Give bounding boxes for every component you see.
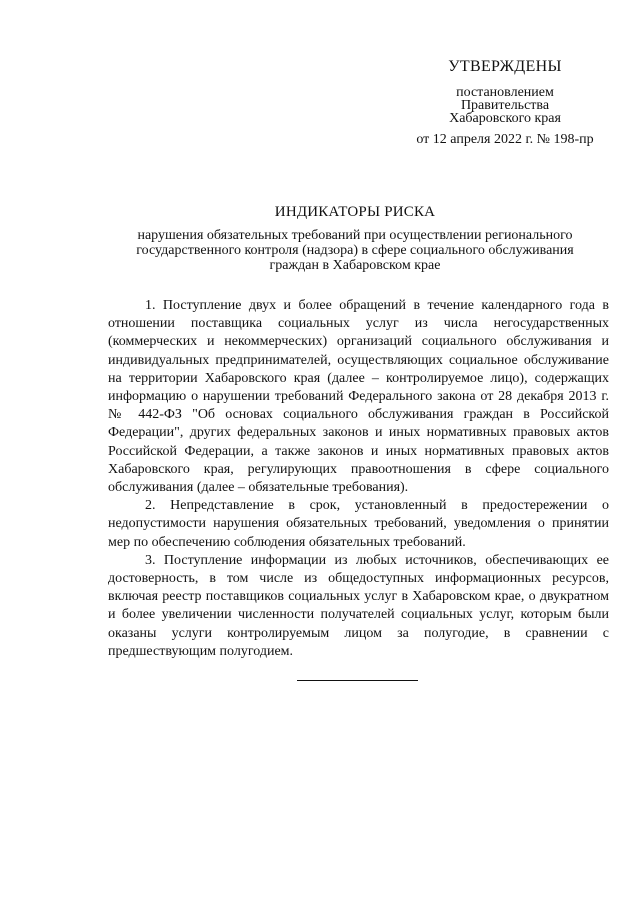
approval-line-resolution: постановлением (456, 85, 554, 100)
closing-divider (297, 680, 418, 681)
approval-line-government: Правительства (460, 98, 550, 113)
document-body (108, 297, 609, 661)
paragraph-3: 3. Поступление информации из любых источников, обеспечивающих ее достоверность, в том числе из общедоступных информационных ресурсов, включая реестр поставщиков социальных услуг в Хабаровском крае, о двукратном и более увеличении численности получателей социальных услуг, которым были оказаны услуги контролируемым лицом за полугодие, в сравнении с предшествующим полугодием. (108, 552, 609, 659)
approval-title: УТВЕРЖДЕНЫ (448, 58, 562, 75)
approval-block (400, 58, 610, 148)
document-subtitle: нарушения обязательных требований при осуществлении регионального государственного контроля (надзора) в сфере социального обслуживания граждан в Хабаровском крае (136, 228, 574, 273)
approval-line-region: Хабаровского края (449, 111, 561, 126)
document-title: ИНДИКАТОРЫ РИСКА (274, 204, 436, 220)
approval-date-number: от 12 апреля 2022 г. № 198-пр (416, 132, 594, 147)
document-heading (110, 203, 600, 273)
paragraph-2: 2. Непредставление в срок, установленный в предостережении о недопустимости нарушения обязательных требований, уведомления о принятии мер по обеспечению соблюдения обязательных требований. (108, 498, 609, 550)
paragraph-1: 1. Поступление двух и более обращений в течение календарного года в отношении поставщика социальных услуг из числа негосударственных (коммерческих и некоммерческих) организаций социального обслуживания и индивидуальных предпринимателей, осуществляющих социальное обслуживание на территории Хабаровского края (далее – контролируемое лицо), содержащих информацию о нарушении требований Федерального закона от 28 декабря 2013 г. № 442-ФЗ "Об основах социального обслуживания граждан в Российской Федерации", других федеральных законов и иных нормативных правовых актов Российской Федерации, а также законов и иных нормативных правовых актов Хабаровского края, регулирующих правоотношения в сфере социального обслуживания (далее – обязательные требования). (108, 298, 609, 496)
